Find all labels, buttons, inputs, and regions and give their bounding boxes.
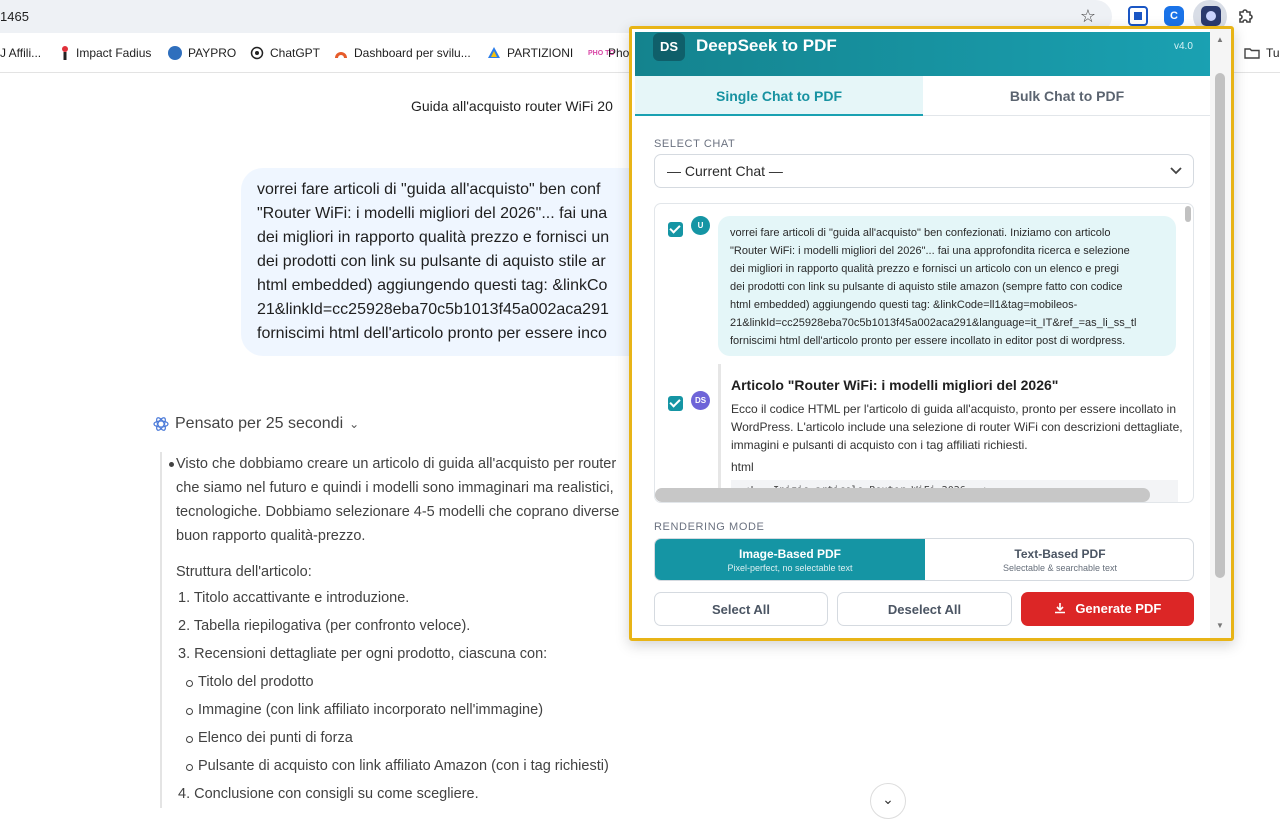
list-item: 3. Recensioni dettagliate per ogni prodotto, ciascuna con: (178, 646, 548, 662)
dashboard-logo-icon (334, 46, 348, 60)
sub-list-item: Pulsante di acquisto con link affiliato Amazon (con i tag richiesti) (176, 752, 640, 780)
download-icon (1054, 602, 1066, 614)
impact-logo-icon (60, 45, 70, 61)
user-message-line: html embedded) aggiungendo questi tag: &linkCo (257, 277, 608, 294)
user-message-line: dei migliori in rapporto qualità prezzo e fornisci un (257, 229, 610, 246)
user-message-line: forniscimi html dell'articolo pronto per essere inco (257, 325, 607, 342)
scrollbar-thumb[interactable] (1215, 73, 1225, 578)
generate-pdf-button[interactable]: Generate PDF (1021, 592, 1194, 626)
bookmark-impact[interactable]: Impact Fadius (60, 45, 151, 61)
user-avatar: U (691, 216, 710, 235)
sub-list-item: Immagine (con link affiliato incorporato nell'immagine) (176, 696, 640, 724)
extension-shield-icon[interactable]: C (1164, 6, 1184, 26)
folder-icon (1244, 46, 1260, 60)
bookmark-paypro[interactable]: PAYPRO (168, 45, 236, 61)
chatgpt-logo-icon (250, 46, 264, 60)
popup-vertical-scrollbar[interactable] (1210, 29, 1231, 638)
list-item: 4. Conclusione con consigli su come scegliere. (178, 786, 479, 802)
sub-list-item: Elenco dei punti di forza (176, 724, 640, 752)
version-badge: v4.0 (1174, 41, 1193, 52)
user-message-line: dei prodotti con link su pulsante di aquisto stile ar (257, 253, 606, 270)
select-all-button[interactable]: Select All (654, 592, 828, 626)
reasoning-block (160, 452, 640, 808)
text-based-pdf-option[interactable]: Text-Based PDF Selectable & searchable text (1002, 547, 1118, 573)
chevron-down-icon: ⌄ (882, 791, 894, 807)
message-checkbox[interactable] (668, 396, 683, 411)
image-based-pdf-option[interactable]: Image-Based PDF Pixel-perfect, no selectable text (655, 539, 925, 581)
deepseek-pdf-popup (629, 26, 1234, 641)
popup-title: DeepSeek to PDF (696, 36, 837, 55)
ds-logo-icon: DS (653, 33, 685, 61)
assistant-body: Ecco il codice HTML per l'articolo di guida all'acquisto, pronto per essere incollato in WordPress. L'articolo include una selezione di router WiFi con descrizioni dettagliate, immagini e pulsanti di acquisto con i tag affiliati richiesti. (731, 402, 1183, 452)
assistant-title: Articolo "Router WiFi: i modelli migliori del 2026" (731, 377, 1059, 393)
scroll-down-arrow-icon[interactable]: ▼ (1216, 621, 1224, 630)
user-message-line: "Router WiFi: i modelli migliori del 2026"... fai una (257, 205, 608, 222)
reasoning-lead: Visto che dobbiamo creare un articolo di guida all'acquisto per router che siamo nel futuro e quindi i modelli sono immaginari ma realistici, tecnologiche. Dobbiamo selezionare 4-5 modelli che coprano diverse buon rapporto qualità-prezzo. (176, 452, 640, 548)
horizontal-scrollbar[interactable] (655, 488, 1150, 502)
user-message-line: 21&linkId=cc25928eba70c5b1013f45a002aca291 (257, 301, 609, 318)
scroll-up-arrow-icon[interactable]: ▲ (1216, 35, 1224, 44)
bullet-dot (169, 462, 174, 467)
atom-icon (153, 416, 169, 432)
mode-tabs (635, 76, 1210, 116)
thought-label: Pensato per 25 secondi (175, 415, 344, 432)
bookmark-dashboard[interactable]: Dashboard per svilu... (334, 45, 471, 61)
tab-bulk-chat[interactable]: Bulk Chat to PDF (1009, 88, 1125, 104)
select-chat-label: SELECT CHAT (654, 138, 736, 150)
bookmark-folder-tu[interactable]: Tu (1244, 45, 1280, 61)
bookmark-chatgpt[interactable]: ChatGPT (250, 45, 320, 61)
list-vertical-scrollbar[interactable] (1185, 206, 1191, 222)
user-message-bubble (241, 168, 661, 356)
message-list[interactable] (654, 203, 1194, 503)
deepseek-avatar: DS (691, 391, 710, 410)
chat-select-value: — Current Chat — (667, 163, 783, 179)
structure-heading: Struttura dell'articolo: (176, 564, 312, 580)
list-item: 1. Titolo accattivante e introduzione. (178, 590, 410, 606)
user-message-preview: vorrei fare articoli di "guida all'acquisto" ben confezionati. Iniziamo con articolo "Router WiFi: i modelli migliori del 2026"... fai una approfondita ricerca e selezione dei migliori in rapporto qualità prezzo e fornisci un articolo con un elenco e pregi dei prodotti con link su pulsante di aquisto stile amazon (sempre fatto con codice html embedded) aggiungendo questi tag: &linkCode=ll1&tag=mobileos- 21&linkId=cc25928eba70c5b1013f45a002aca291&language=it_IT&ref_=as_li_ss_tl forniscimi html dell'articolo pronto per essere incollato in editor post di wordpress. (718, 216, 1176, 356)
thought-toggle[interactable] (153, 415, 359, 433)
code-language-label: html (731, 460, 754, 474)
bookmark-partizioni[interactable]: PARTIZIONI (487, 45, 573, 61)
bookmark-star-icon[interactable]: ☆ (1079, 6, 1097, 26)
tab-single-chat[interactable]: Single Chat to PDF (635, 76, 923, 116)
bookmark-affili[interactable]: J Affili... (0, 46, 42, 60)
sub-list-item: Titolo del prodotto (176, 668, 640, 696)
assistant-message-preview (718, 364, 1188, 503)
user-message-line: vorrei fare articoli di "guida all'acquisto" ben conf (257, 181, 601, 198)
chevron-down-icon: ⌄ (349, 417, 360, 431)
deselect-all-button[interactable]: Deselect All (837, 592, 1012, 626)
photo-logo-icon: PHO TO (588, 49, 615, 57)
rendering-mode-label: RENDERING MODE (654, 521, 765, 533)
bookmark-photo[interactable]: PHO TO Pho (588, 46, 630, 60)
chat-title: Guida all'acquisto router WiFi 20 (411, 98, 613, 114)
extension-screen-icon[interactable] (1128, 6, 1148, 26)
deepseek-pdf-extension-icon[interactable] (1201, 6, 1221, 26)
extensions-puzzle-icon[interactable] (1236, 6, 1256, 26)
chat-select[interactable] (654, 154, 1194, 188)
popup-header (635, 32, 1210, 76)
message-checkbox[interactable] (668, 222, 683, 237)
drive-logo-icon (487, 46, 501, 60)
scroll-to-bottom-button[interactable] (870, 783, 906, 819)
url-text: 1465 (0, 9, 29, 24)
rendering-mode-toggle (654, 538, 1194, 581)
paypro-logo-icon (168, 46, 182, 60)
chevron-down-icon (1169, 163, 1183, 177)
list-item: 2. Tabella riepilogativa (per confronto veloce). (178, 618, 471, 634)
